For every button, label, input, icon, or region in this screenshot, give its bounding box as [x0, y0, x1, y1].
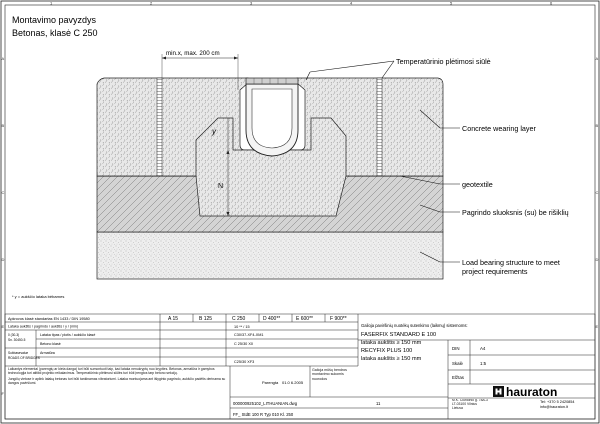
load-class-c250: C 250	[232, 316, 246, 322]
row-mark-e: E	[1, 324, 5, 329]
company-address: M.K. Čiurlionio g. 78A-3 LT-03100 Vilnius Lietuva	[452, 399, 488, 410]
row-label-4: Armatūra	[40, 351, 55, 355]
row-mark-c: C	[1, 190, 5, 195]
din-value: A4	[480, 346, 486, 351]
row-value-2: C30/37-XF4-XM1	[234, 333, 264, 337]
product-2-spec: lataka aukštis ≥ 150 mm	[361, 356, 422, 362]
left-code-3: Subbasevalue	[8, 351, 29, 355]
load-class-d400: D 400**	[263, 316, 281, 322]
col-mark-4: 4	[350, 0, 353, 6]
sheet-label: Elžtas	[452, 375, 464, 380]
row-value-4: C25/30 XF3	[234, 360, 255, 364]
row-label-3: Betono klasė	[40, 342, 61, 346]
left-code-1: 0 (30-3)	[8, 333, 20, 337]
channel-inner	[252, 89, 292, 148]
file-name: 000000925102_LITHUANIAN.dwg	[233, 401, 298, 406]
drawing-title: Montavimo pavyzdys	[12, 15, 97, 25]
title-block-text	[8, 316, 575, 417]
callout-geotextile: geotextile	[462, 180, 493, 189]
product-2: RECYFIX PLUS 100	[361, 348, 413, 354]
standard-label: Apkrovos klasė standartas EN 1433 / DIN 19580	[8, 317, 90, 321]
product-1-spec: lataka aukštis ≥ 150 mm	[361, 340, 422, 346]
col-mark-2: 2	[150, 0, 153, 6]
installation-notes-2: Jungčių vietose ir aplink lataką betonas turi būti tankinamas vibratoriumi. Lataka montuojama ant išlyginto pagrindo, aukščio padėtis derinama su dangos paviršiumi.	[8, 377, 226, 386]
row-mark-d-right: D	[595, 257, 599, 262]
footnote: * y = aukščio lataka bėbarnes	[12, 294, 65, 299]
load-class-a15: A 15	[168, 316, 179, 322]
row-mark-e-right: E	[595, 324, 599, 329]
caption: Galioja mūšų bendros montavimo sukomis nuorodos	[312, 368, 347, 381]
col-mark-6: 6	[550, 0, 553, 6]
callout-load-bearing-1: Load bearing structure to meet	[462, 258, 560, 267]
row-label-1: Lataka aukštis / pagrindo / aukštis / y / (min)	[8, 324, 79, 329]
row-mark-b: B	[1, 123, 5, 128]
dimension-n: N	[218, 183, 224, 190]
left-code-2: Sn. 30450-5	[8, 338, 26, 342]
callout-subbase: Pagrindo sluoksnis (su) be rišiklių	[462, 208, 569, 217]
load-class-f900: F 900**	[330, 316, 347, 322]
scale-label: Skalė	[452, 361, 463, 366]
row-mark-a-right: A	[595, 56, 599, 61]
callout-wearing-layer: Concrete wearing layer	[462, 124, 536, 133]
col-mark-3: 3	[250, 0, 253, 6]
prepared-date: 01.0 6.2005	[282, 380, 304, 385]
col-mark-5: 5	[450, 0, 453, 6]
page-number: 11	[376, 401, 381, 406]
row-mark-c-right: C	[595, 190, 599, 195]
row-mark-d: D	[1, 257, 5, 262]
prepared-label: Parengta	[262, 380, 279, 385]
row-mark-b-right: B	[595, 123, 599, 128]
col-mark-1: 1	[50, 0, 53, 6]
expansion-joint-left	[157, 78, 162, 176]
brand-name: hauraton	[506, 385, 558, 399]
installation-notes: Laikantys elementai (parengtų ar kieta danga) turi būti sumontuoti taip, kad lataka nenukryptų nuo krypties. Betonas, armatūra ir gamybos technologija turi atitikti projekto reikalavimus. Temperatūrinio plėtimosi siūlės turi būti įrengtos tarp betono sekcijų.	[8, 367, 215, 376]
dimension-label: min.x, max. 200 cm	[166, 50, 220, 57]
drawing-subtitle: Betonas, klasė C 250	[12, 28, 98, 38]
load-class-e600: E 600**	[296, 316, 313, 322]
row-label-2: Lataka tipas / plotis / aukščio klasė	[40, 333, 96, 337]
callout-load-bearing-2: project requirements	[462, 267, 528, 276]
dimension-y: y	[212, 127, 216, 136]
cross-section	[97, 50, 460, 279]
row-value-3: C 25/30 X0	[234, 342, 253, 346]
expansion-joint-right	[377, 78, 382, 176]
drawing-code: FF_ StdE 100 R Typ 010 Kl. 250	[233, 412, 294, 417]
scale-value: 1:5	[480, 361, 487, 366]
products-heading: Galioja paviršinių nuotėkų sutenkimo (laikmų) sistemoms:	[361, 323, 468, 328]
company-email: info@hauraton.lt	[540, 405, 568, 409]
left-code-4: ROADS OF BRIDGES	[8, 356, 40, 360]
row-mark-f: F	[1, 391, 4, 396]
row-value-1: 10 ** / 15	[234, 325, 250, 329]
callout-expansion-joint: Temperatūrinio plėtimosi siūlė	[396, 57, 491, 66]
load-class-b125: B 125	[199, 316, 213, 322]
din-label: DIN	[452, 346, 460, 351]
product-1: FASERFIX STANDARD E 100	[361, 332, 437, 338]
load-bearing-layer	[97, 232, 443, 279]
company-phone: Tel: +370 5 2420854	[540, 400, 575, 404]
hauraton-logo	[493, 385, 557, 399]
row-mark-a: A	[1, 56, 5, 61]
